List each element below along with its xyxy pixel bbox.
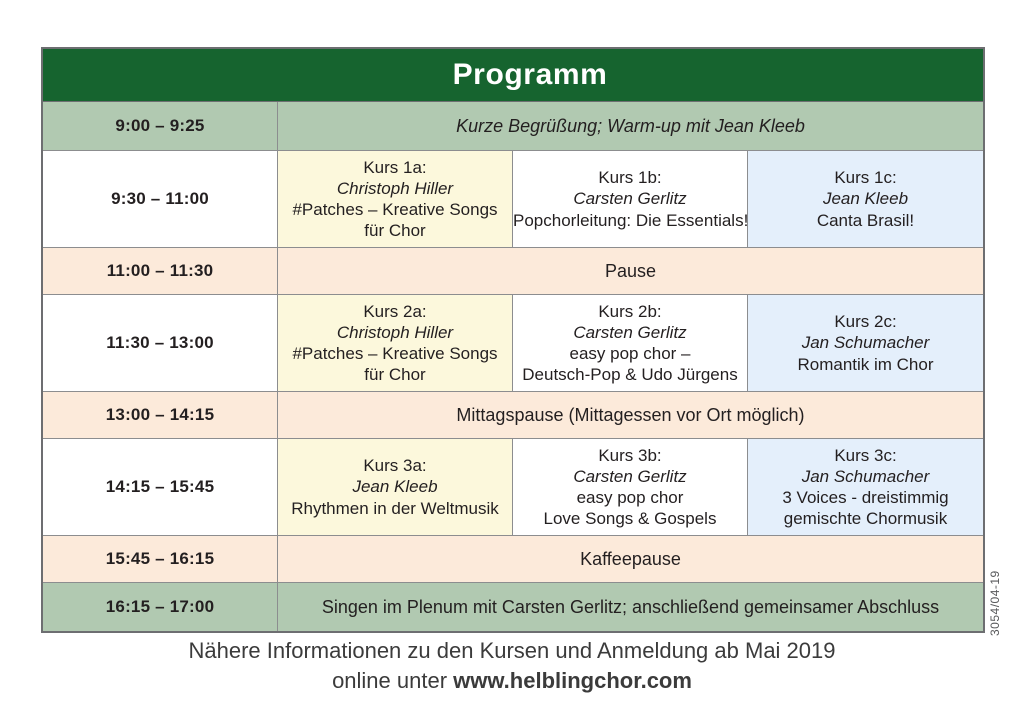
activity-cell: Kaffeepause: [278, 536, 983, 583]
course-cell[interactable]: [513, 295, 748, 392]
course-description-line: easy pop chor –: [569, 344, 691, 363]
schedule-row-session: [43, 102, 983, 151]
activity-cell: Pause: [278, 248, 983, 295]
course-title: Kurs 2c:: [834, 312, 897, 332]
course-cell[interactable]: [278, 151, 513, 248]
schedule-row-session: [43, 583, 983, 631]
course-title: Kurs 1c:: [834, 168, 897, 188]
course-description-line: Love Songs & Gospels: [543, 509, 717, 529]
course-cell[interactable]: [748, 151, 983, 248]
course-title: Kurs 2b:: [598, 301, 662, 321]
schedule-body: [43, 49, 983, 631]
time-cell: 9:30 – 11:00: [43, 151, 278, 248]
schedule-row-courses: [43, 439, 983, 536]
course-cell[interactable]: [278, 439, 513, 536]
footer-line-1: Nähere Informationen zu den Kursen und Anmeldung ab Mai 2019: [188, 638, 836, 663]
course-description-line: Deutsch-Pop & Udo Jürgens: [522, 365, 738, 385]
time-cell: 13:00 – 14:15: [43, 392, 278, 439]
course-presenter: Jan Schumacher: [801, 333, 930, 353]
course-description-line: Rhythmen in der Weltmusik: [291, 498, 499, 518]
page-title: Programm: [452, 58, 608, 92]
course-description-line: Canta Brasil!: [816, 210, 915, 230]
footer-note: [0, 636, 1024, 695]
time-cell: 15:45 – 16:15: [43, 536, 278, 583]
time-cell: 11:30 – 13:00: [43, 295, 278, 392]
course-presenter: Jean Kleeb: [352, 477, 438, 497]
course-description-line: Popchorleitung: Die Essentials!: [513, 210, 749, 230]
course-cell[interactable]: [513, 439, 748, 536]
course-presenter: Christoph Hiller: [336, 178, 454, 198]
course-description-line: #Patches – Kreative Songs: [292, 344, 498, 363]
course-description-line: Romantik im Chor: [797, 354, 934, 374]
course-description-line: für Chor: [364, 221, 426, 241]
course-title: Kurs 3a:: [363, 456, 427, 476]
course-presenter: Jean Kleeb: [822, 189, 909, 209]
course-presenter: Carsten Gerlitz: [573, 322, 687, 342]
print-code-text: 3054/04-19: [988, 570, 1002, 636]
program-schedule-table: [41, 47, 985, 633]
time-cell: 14:15 – 15:45: [43, 439, 278, 536]
course-title: Kurs 3b:: [598, 445, 662, 465]
course-cell[interactable]: [513, 151, 748, 248]
schedule-header-row: [43, 49, 983, 102]
course-cell[interactable]: [278, 295, 513, 392]
time-cell: 11:00 – 11:30: [43, 248, 278, 295]
course-description-line: für Chor: [364, 365, 426, 385]
website-url[interactable]: www.helblingchor.com: [453, 667, 692, 693]
course-description-line: #Patches – Kreative Songs: [292, 200, 498, 219]
course-cell[interactable]: [748, 439, 983, 536]
schedule-row-break: [43, 248, 983, 295]
course-description-line: 3 Voices - dreistimmig: [782, 488, 949, 507]
course-description-line: gemischte Chormusik: [783, 509, 948, 529]
course-presenter: Carsten Gerlitz: [573, 466, 687, 486]
time-cell: 9:00 – 9:25: [43, 102, 278, 151]
course-presenter: Christoph Hiller: [336, 322, 454, 342]
course-presenter: Jan Schumacher: [801, 466, 930, 486]
course-title: Kurs 1a:: [363, 157, 427, 177]
course-description-line: easy pop chor: [576, 488, 684, 507]
course-cell[interactable]: [748, 295, 983, 392]
course-title: Kurs 1b:: [598, 168, 662, 188]
schedule-row-break: [43, 392, 983, 439]
schedule-row-courses: [43, 295, 983, 392]
schedule-header-cell: [43, 49, 983, 102]
activity-cell: Singen im Plenum mit Carsten Gerlitz; anschließend gemeinsamer Abschluss: [278, 583, 983, 631]
time-cell: 16:15 – 17:00: [43, 583, 278, 631]
activity-cell: Mittagspause (Mittagessen vor Ort möglich): [278, 392, 983, 439]
footer-line-2: [0, 666, 1024, 696]
course-presenter: Carsten Gerlitz: [573, 189, 687, 209]
print-code-rotated: [986, 524, 1024, 636]
course-title: Kurs 2a:: [363, 301, 427, 321]
schedule-row-courses: [43, 151, 983, 248]
schedule-row-break: [43, 536, 983, 583]
course-title: Kurs 3c:: [834, 445, 897, 465]
footer-line-2-prefix: online unter: [332, 667, 454, 693]
activity-cell: Kurze Begrüßung; Warm-up mit Jean Kleeb: [278, 102, 983, 151]
